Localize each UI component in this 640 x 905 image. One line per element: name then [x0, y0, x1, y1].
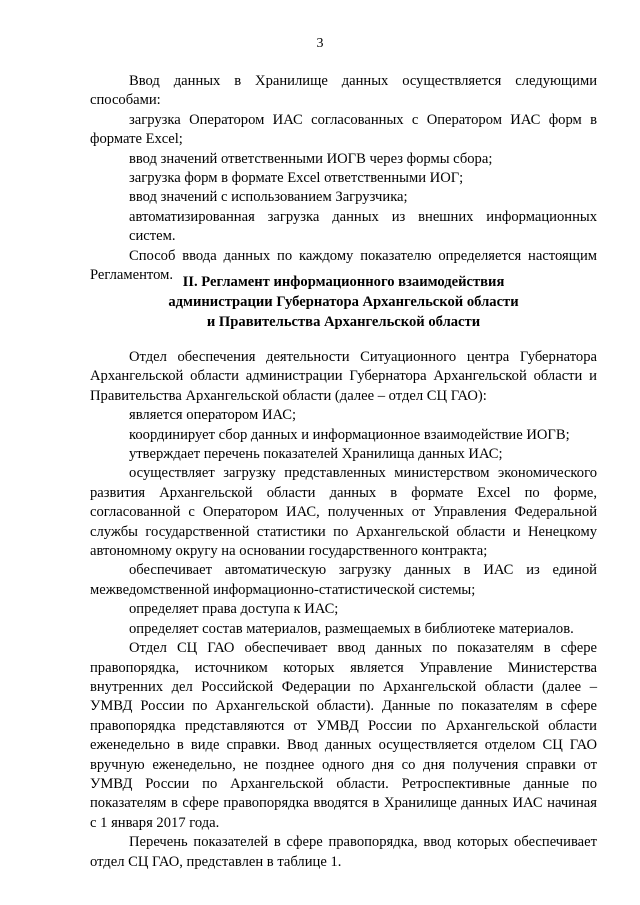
- body-paragraph: Отдел СЦ ГАО обеспечивает ввод данных по показателям в сфере правопорядка, источником которых является Управление Министерства внутренних дел Российской Федерации по Архангельской области (далее – УМВД России по Архангельской области). Данные по показателям в сфере правопорядка представляются от УМВД России по Архангельской области еженедельно в виде справки. Ввод данных осуществляется отделом СЦ ГАО вручную еженедельно, не позднее одного дня со дня получения справки от УМВД России по Архангельской области. Ретроспективные данные по показателям в сфере правопорядка вводятся в Хранилище данных ИАС начиная с 1 января 2017 года.: [90, 640, 597, 831]
- intro-list-item: ввод значений с использованием Загрузчика;: [129, 189, 408, 206]
- body-list-item: осуществляет загрузку представленных министерством экономического развития Архангельской области данных в формате Excel по форме, согласованной с Оператором ИАС, полученных от Управления Федеральной службы государственной статистики по Архангельской области и Ненецкому автономному округу на основании государственного контракта;: [90, 465, 597, 560]
- section-heading-line: и Правительства Архангельской области: [206, 314, 481, 330]
- intro-list-item: загрузка Оператором ИАС согласованных с Оператором ИАС форм в формате Excel;: [90, 111, 597, 148]
- body-list-item: обеспечивает автоматическую загрузку данных в ИАС из единой межведомственной информационно-статистической системы;: [90, 562, 597, 598]
- body-list-item: координирует сбор данных и информационное взаимодействие ИОГВ;: [129, 426, 570, 443]
- body-list-item: определяет состав материалов, размещаемых в библиотеке материалов.: [129, 620, 574, 637]
- body-list-item: определяет права доступа к ИАС;: [129, 601, 339, 618]
- section-heading-line: администрации Губернатора Архангельской области: [168, 294, 519, 310]
- page-number: 3: [316, 36, 324, 51]
- section-heading: [90, 272, 597, 332]
- intro-list-item: загрузка форм в формате Excel ответственными ИОГ;: [129, 170, 464, 187]
- body-list-item: утверждает перечень показателей Хранилища данных ИАС;: [129, 446, 503, 463]
- intro-list-item: ввод значений ответственными ИОГВ через формы сбора;: [129, 150, 493, 167]
- intro-block: [90, 72, 597, 285]
- section-body: [90, 348, 597, 872]
- intro-list-item: автоматизированная загрузка данных из внешних информационных систем.: [129, 208, 597, 245]
- intro-paragraph: Способ ввода данных по каждому показателю определяется настоящим Регламентом.: [90, 247, 597, 284]
- intro-paragraph: Ввод данных в Хранилище данных осуществляется следующими способами:: [90, 73, 597, 109]
- body-list-item: является оператором ИАС;: [129, 407, 297, 424]
- section-heading-line: II. Регламент информационного взаимодействия: [182, 274, 505, 290]
- body-paragraph: Перечень показателей в сфере правопорядка, ввод которых обеспечивает отдел СЦ ГАО, представлен в таблице 1.: [90, 834, 597, 870]
- body-paragraph: Отдел обеспечения деятельности Ситуационного центра Губернатора Архангельской области администрации Губернатора Архангельской области и Правительства Архангельской области (далее – отдел СЦ ГАО):: [90, 349, 597, 404]
